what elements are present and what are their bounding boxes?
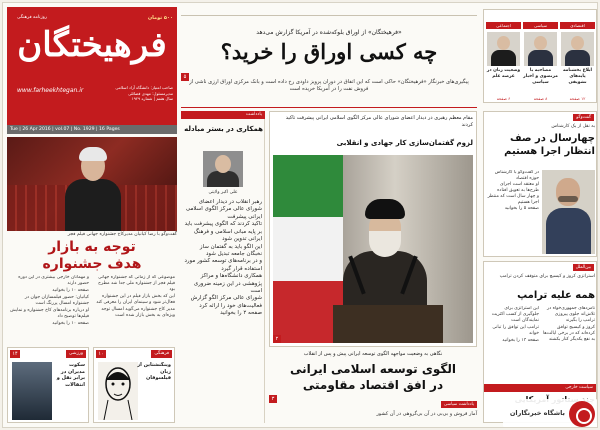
left-story-caption: گفت‌وگو با رضا کیانیان مدیرکاخ جشنواره جهانی فیلم فجر [67,232,177,237]
right-interview [483,111,597,257]
teaser-text[interactable]: مصاحبه با مرتضوی و اخبار سیاسی [523,68,558,85]
body-paragraph: او معتقد است اجرای طرح‌ها به تعویق افتاده [497,182,539,194]
body-paragraph: مدیر کاخ جشنواره می‌گوید امسال توجه ویژه‌ای به بخش بازار شده است [101,307,175,319]
body-paragraph: کروز و کیسیچ توافق کرده‌اند که در برخی ایالت‌ها به نفع یکدیگر کنار بکشند [543,325,595,343]
international-headline[interactable]: همه علیه ترامپ [517,290,595,301]
lead-headline[interactable] [269,361,477,393]
masthead-info [115,85,173,102]
main-lead: پیگیری‌های خبرنگار «فرهیختگان» حاکی است که این اتفاق در دوران پرویز داودی رخ داده است و بانک مرکزی اوراق ارزی ناشی از فروش نفت را در آمریکا خریده است [189,79,469,93]
left-story-body [9,275,175,341]
lead-photo [273,155,473,343]
lead-quote[interactable]: لزوم گفتمان‌سازی کار جهادی و انقلابی [336,139,473,147]
body-paragraph: و مهمانان خارجی بیشتری در این دوره حضور دارند [18,275,89,287]
body-paragraph: همکاری دانشگاه‌ها و مراکز پژوهشی در این زمینه ضروری است [193,273,262,295]
lead-headline-line: الگوی توسعه اسلامی ایرانی [290,362,456,376]
international-body [487,306,595,380]
teaser-text[interactable]: وضعیت زنان در عرصه علم [486,68,521,79]
left-story-headline-line: هدف جشنواره [42,256,142,272]
teaser-text: وینگنشتاین از زبان فیلسوفان [137,362,171,381]
opinion-author-photo [203,151,243,187]
teaser-culture[interactable] [93,347,175,423]
teaser-photo [561,32,594,66]
body-paragraph: صفحه ۵ را بخوانید [504,206,539,212]
body-paragraph: این که بخش بازار فیلم در این جشنواره فعال‌تر شود و سینمای ایران را معرفی کند [96,294,175,306]
masthead-info-line: صاحب امتیاز: دانشگاه آزاد اسلامی [115,85,173,90]
teaser-page-number: ۱۰ [96,350,106,358]
body-paragraph: او درباره برنامه‌های کاخ جشنواره و نمایش فیلم‌ها توضیح داد [10,308,89,320]
teaser-photo [524,32,557,66]
interview-kicker: به نقل از یک کارشناس [551,124,595,129]
masthead-date-bar: Tue | 26 Apr 2016 | vol.07 | No. 1929 | 16 Pages [7,125,177,134]
teaser-sub: ۶ صفحه [496,96,511,101]
body-paragraph: صفحه ۲ را بخوانید [220,310,262,317]
body-paragraph: صفحه ۱۰ را بخوانید [52,288,89,294]
body-paragraph: صفحه ۱۳ را بخوانید [502,338,539,344]
teaser-photo [487,32,520,66]
teaser-caricature [98,362,138,420]
section-divider [181,107,477,108]
portrait-man [63,147,123,231]
main-headline[interactable]: چه کسی اوراق را خرید؟ [220,39,438,64]
opinion-author-name: علی اکبر ولایتی [208,190,238,195]
teaser-tab: اجتماعی [486,22,521,29]
body-paragraph: شورای عالی مرکز الگو گزارش فعالیت‌های خود را ارائه کرد [190,295,262,309]
watermark-text: باشگاه خبرنگاران [509,409,565,417]
opinion-body [184,199,262,419]
international-tag: بین‌الملل [573,264,594,271]
teaser-text[interactable]: ابلاغ بخشنامه پایه‌های تشویقی [562,68,593,85]
newspaper-front-page [2,2,598,428]
body-paragraph: رهبر انقلاب در دیدار اعضای شورای عالی مرکز الگوی اسلامی ایرانی پیشرفت [185,199,262,220]
brief-tag: یادداشت سیاسی [441,401,477,408]
news-agency-logo-icon [569,401,595,427]
right-top-teasers [483,9,597,103]
body-paragraph: نامزدهای جمهوری‌خواه در تلاش‌اند جلوی پیروزی ترامپ را بگیرند [546,306,595,324]
left-story-headline[interactable] [7,239,177,273]
teaser-page-number: ۱۴ [10,350,20,358]
masthead [7,7,177,125]
watermark [503,399,598,428]
opinion-title[interactable]: همکاری در بستر مبادله [184,125,263,133]
main-kicker: «فرهیختگان» از اوراق بلوکه‌شده در آمریکا گزارش می‌دهد [256,29,402,36]
teaser-sub: ۸ صفحه [533,96,548,101]
left-story-headline-line: توجه به بازار [48,239,136,255]
masthead-info-line: سال هفتم | شماره ۱۹۲۹ [131,96,173,102]
teaser-sports[interactable] [7,347,89,423]
body-paragraph: صفحه ۱۰ را بخوانید [52,321,89,327]
masthead-info-line: مدیرمسئول: مهدی فضائلی [128,90,173,96]
body-paragraph: تاکید کردند که الگوی پیشرفت باید بر پایه مبانی اسلامی و فرهنگ ایرانی تدوین شود [184,221,262,243]
masthead-url: www.farheekhtegan.ir [17,87,84,94]
opinion-column [181,111,265,423]
top-rule [181,9,477,25]
masthead-tagline: روزنامه فرهنگی [17,15,47,20]
body-paragraph: در گفت‌وگو با کارشناس حوزه اقتصاد [494,170,539,182]
brief-text: آمار فروش و بی‌بی در آن بی‌گروهی در آن کشور [376,411,477,417]
left-story-photo [7,137,177,231]
interview-tag: گفت‌وگو [573,114,594,121]
page-badge: ۵ [181,73,189,81]
lead-kicker: مقام معظم رهبری در دیدار اعضای شورای عالی مرکز الگوی اسلامی ایرانی پیشرفت تاکید کردند [285,115,473,128]
bottom-center-brief[interactable] [293,401,477,425]
body-paragraph: و چهار سال است که منتظر اجرا هستیم [487,194,539,206]
teaser-tag: ورزشی [66,350,86,358]
masthead-price: ۵۰۰ تومان [147,15,173,21]
lead-headline-line: در افق اقتصاد مقاومتی [302,378,444,392]
body-paragraph: این استراتژی برای جلوگیری از کسب اکثریت نمایندگان است [491,306,539,324]
teaser-sub: ۱۲ صفحه [569,96,586,101]
teaser-tab: اقتصادی [560,22,595,29]
teaser-tab: سیاسی [523,22,558,29]
body-paragraph: و در برنامه‌های توسعه کشور مورد استفاده قرار گیرد [184,258,262,272]
interview-body [487,170,539,254]
lead-caption: نگاهی به وضعیت مواجهه الگوی توسعه ایرانی پیش و پس از انقلاب [303,351,443,357]
body-paragraph: موضوعی که از زمانی که جشنواره جهانی فیلم فجر از جشنواره ملی جدا شد مطرح بود [98,275,175,293]
body-paragraph: ترامپ این توافق را تبانی خواند [492,325,539,337]
page-badge: ۲ [273,335,281,343]
interviewee-photo [542,170,595,254]
teaser-text: سکوت مدیران در برابر نقل و انتقالات [56,362,85,388]
international-kicker: استراتژی کروز و کیسیچ برای متوقف کردن ترامپ [499,274,595,279]
interview-headline[interactable]: چهارسال در صف انتظار اجرا هستیم [504,133,595,157]
opinion-tag: یادداشت [181,111,265,119]
teaser-tag: فرهنگی [151,350,172,358]
masthead-logo: فرهیختگان [17,25,167,65]
body-paragraph: این الگو باید به گفتمان ساز نخبگان جامعه تبدیل شود [199,243,262,257]
teaser-photo [12,362,52,420]
body-paragraph: کیانیان: حضور فیلمسازان جوان در جشنواره امسال پررنگ است [24,295,89,307]
section-bar: سیاست خارجی [484,384,596,392]
page-badge: ۳ [269,395,277,403]
